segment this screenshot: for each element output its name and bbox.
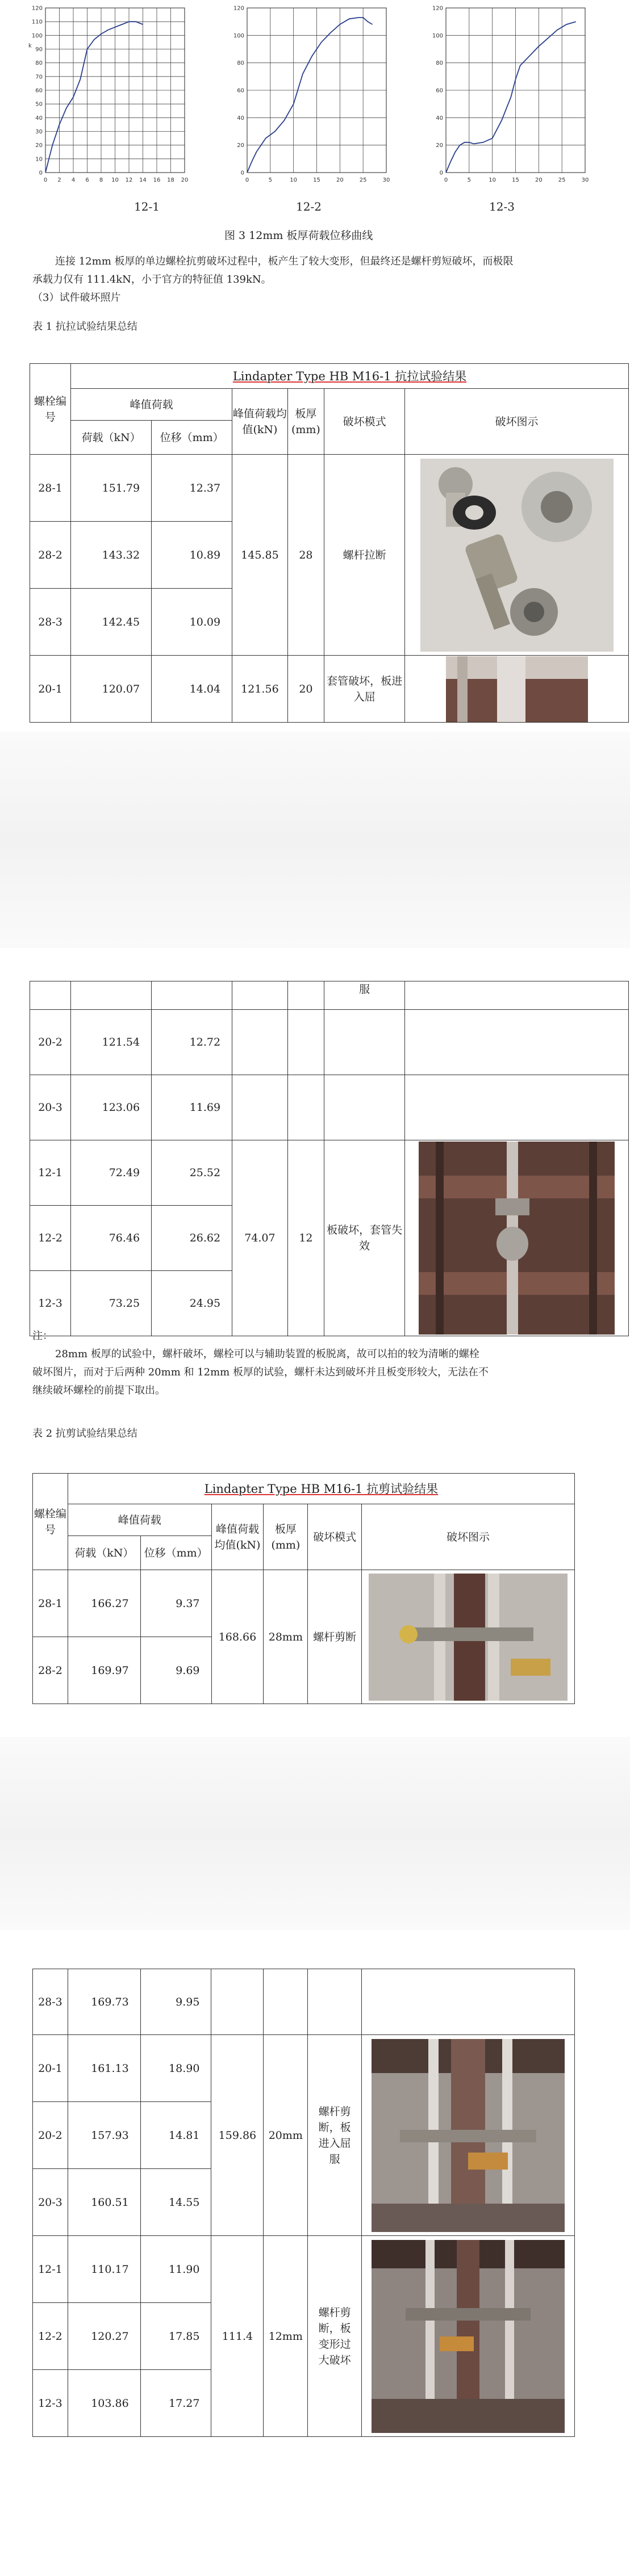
plate-failure-photo <box>419 1142 615 1335</box>
header-plate: 板厚(mm) <box>287 389 324 455</box>
header-disp: 位移（mm） <box>140 1536 211 1570</box>
disp-value: 14.04 <box>152 656 232 723</box>
disp-value: 11.69 <box>152 1075 232 1140</box>
y-tick-label: 100 <box>233 32 244 39</box>
y-tick-label: 0 <box>240 170 244 177</box>
y-tick-label: 0 <box>39 170 43 177</box>
header-mode: 破坏模式 <box>324 389 405 455</box>
y-tick-label: 40 <box>237 115 244 121</box>
x-tick-label: 5 <box>467 177 472 183</box>
disp-value: 17.27 <box>140 2370 211 2437</box>
x-tick-label: 18 <box>167 177 174 183</box>
load-value: 123.06 <box>71 1075 152 1140</box>
bolt-id: 20-2 <box>30 1010 71 1075</box>
x-tick-label: 10 <box>489 177 497 183</box>
table-row <box>33 2035 575 2102</box>
load-value: 73.25 <box>71 1271 152 1336</box>
y-tick-label: 0 <box>439 170 443 177</box>
x-tick-label: 30 <box>581 177 589 183</box>
shear-12mm-photo <box>372 2240 565 2433</box>
header-photo: 破坏图示 <box>362 1504 575 1570</box>
chart-title-12-2: 12-2 <box>296 200 322 213</box>
disp-value: 26.62 <box>152 1206 232 1271</box>
failure-photo <box>362 1570 575 1704</box>
chart-12-3 <box>423 0 594 213</box>
header-bolt-id: 螺栓编号 <box>30 364 71 455</box>
load-value: 121.54 <box>71 1010 152 1075</box>
disp-value: 10.89 <box>152 522 232 589</box>
x-tick-label: 10 <box>290 177 298 183</box>
bolt-id: 20-3 <box>33 2169 68 2236</box>
bolt-id: 12-1 <box>33 2236 68 2303</box>
bolt-id: 28-3 <box>30 589 71 656</box>
shear-results-table <box>32 1473 575 1704</box>
failure-photo <box>405 1140 629 1336</box>
bolt-id: 28-2 <box>33 1637 68 1704</box>
section-heading: （3）试件破坏照片 <box>32 292 121 304</box>
bolt-id: 28-1 <box>30 455 71 522</box>
x-tick-label: 15 <box>512 177 519 183</box>
disp-value: 9.69 <box>140 1637 211 1704</box>
peak-mean: 111.4 <box>211 2236 264 2437</box>
header-disp: 位移（mm） <box>152 421 232 455</box>
x-tick-label: 30 <box>382 177 390 183</box>
plate-thickness: 28mm <box>264 1570 308 1704</box>
bolt-id: 28-3 <box>33 1969 68 2035</box>
x-tick-label: 20 <box>181 177 189 183</box>
load-value: 76.46 <box>71 1206 152 1271</box>
failure-mode: 螺杆剪断 <box>308 1570 362 1704</box>
load-value: 166.27 <box>68 1570 140 1637</box>
plate-thickness: 28 <box>287 455 324 656</box>
table-row <box>33 2236 575 2303</box>
y-tick-label: 40 <box>436 115 443 121</box>
load-value: 72.49 <box>71 1140 152 1206</box>
plate-thickness: 20 <box>287 656 324 723</box>
load-value: 120.07 <box>71 656 152 723</box>
series-line <box>247 18 373 173</box>
table-row <box>30 1075 629 1140</box>
plate-thickness: 12mm <box>264 2236 308 2437</box>
tension-results-table <box>30 363 629 723</box>
y-tick-label: 120 <box>432 5 443 12</box>
y-axis-mark: k <box>28 43 32 49</box>
y-tick-label: 60 <box>35 87 43 94</box>
bolt-id: 20-3 <box>30 1075 71 1140</box>
disp-value: 12.37 <box>152 455 232 522</box>
page-break-gap <box>0 1737 630 1930</box>
x-tick-label: 16 <box>153 177 161 183</box>
table-row <box>33 1969 575 2035</box>
bolt-id: 12-3 <box>33 2370 68 2437</box>
x-tick-label: 8 <box>99 177 103 183</box>
plate-thickness: 12 <box>287 1140 324 1336</box>
header-peak-load: 峰值荷载 <box>71 389 232 421</box>
y-tick-label: 100 <box>31 32 43 39</box>
y-tick-label: 50 <box>35 101 43 108</box>
x-tick-label: 2 <box>57 177 61 183</box>
series-line <box>446 22 576 173</box>
bolt-id: 20-1 <box>33 2035 68 2102</box>
table-row <box>33 1570 575 1637</box>
x-tick-label: 12 <box>125 177 133 183</box>
header-load: 荷载（kN） <box>68 1536 140 1570</box>
x-tick-label: 15 <box>313 177 320 183</box>
failure-mode: 螺杆拉断 <box>324 455 405 656</box>
failure-photo <box>362 2035 575 2236</box>
bolt-id: 28-2 <box>30 522 71 589</box>
load-value: 142.45 <box>71 589 152 656</box>
chart-12-2 <box>224 0 395 213</box>
y-tick-label: 20 <box>237 142 244 149</box>
bolt-id: 20-2 <box>33 2102 68 2169</box>
header-bolt-id: 螺栓编号 <box>33 1474 68 1570</box>
table-caption: 表 2 抗剪试验结果总结 <box>32 1428 137 1440</box>
failure-mode-cont: 服 <box>324 981 405 1010</box>
note-line: 破坏图片，而对于后两种 20mm 和 12mm 板厚的试验，螺杆未达到破坏并且板变形较大，无法在不 <box>32 1366 489 1378</box>
x-tick-label: 0 <box>444 177 448 183</box>
peak-mean: 145.85 <box>232 455 288 656</box>
table-title: Lindapter Type HB M16-1 抗剪试验结果 <box>68 1474 574 1504</box>
load-value: 161.13 <box>68 2035 140 2102</box>
header-load: 荷载（kN） <box>71 421 152 455</box>
header-mode: 破坏模式 <box>308 1504 362 1570</box>
bolt-id: 28-1 <box>33 1570 68 1637</box>
x-tick-label: 20 <box>535 177 543 183</box>
table-caption: 表 1 抗拉试验结果总结 <box>32 321 137 333</box>
failure-mode: 板破坏，套管失效 <box>324 1140 405 1336</box>
load-value: 110.17 <box>68 2236 140 2303</box>
x-tick-label: 10 <box>111 177 119 183</box>
y-tick-label: 90 <box>35 47 43 53</box>
y-tick-label: 60 <box>237 87 244 94</box>
series-line <box>45 22 143 173</box>
disp-value: 18.90 <box>140 2035 211 2102</box>
x-tick-label: 4 <box>71 177 76 183</box>
chart-title-12-3: 12-3 <box>489 200 515 213</box>
plate-test-photo <box>446 656 588 722</box>
y-tick-label: 40 <box>35 115 43 121</box>
chart-title-12-1: 12-1 <box>134 200 160 213</box>
failure-photo <box>405 455 629 656</box>
x-tick-label: 0 <box>43 177 48 183</box>
failure-mode: 套管破坏，板进入屈 <box>324 656 405 723</box>
plate-thickness: 20mm <box>264 2035 308 2236</box>
x-tick-label: 14 <box>139 177 147 183</box>
bolt-parts-photo <box>420 459 614 652</box>
disp-value: 9.95 <box>140 1969 211 2035</box>
load-value: 160.51 <box>68 2169 140 2236</box>
shear-28mm-photo <box>369 1574 568 1701</box>
failure-photo <box>362 2236 575 2437</box>
peak-mean: 74.07 <box>232 1140 288 1336</box>
table-row <box>30 1010 629 1075</box>
tension-results-table-cont <box>30 981 629 1336</box>
header-photo: 破坏图示 <box>405 389 629 455</box>
x-tick-label: 0 <box>245 177 249 183</box>
disp-value: 24.95 <box>152 1271 232 1336</box>
y-tick-label: 120 <box>233 5 244 12</box>
note-line: 28mm 板厚的试验中，螺杆破坏，螺栓可以与辅助装置的板脱离，故可以拍的较为清晰的螺栓 <box>55 1348 479 1360</box>
y-tick-label: 60 <box>436 87 443 94</box>
disp-value: 14.55 <box>140 2169 211 2236</box>
paragraph-line: 连接 12mm 板厚的单边螺栓抗剪破坏过程中，板产生了较大变形，但最终还是螺杆剪短破坏，而极限 <box>55 255 514 267</box>
disp-value: 25.52 <box>152 1140 232 1206</box>
x-tick-label: 20 <box>336 177 344 183</box>
y-tick-label: 80 <box>436 60 443 67</box>
y-tick-label: 10 <box>35 156 43 163</box>
shear-20mm-photo <box>372 2039 565 2232</box>
y-tick-label: 70 <box>35 74 43 81</box>
failure-mode: 螺杆剪断，板进入屈服 <box>308 2035 362 2236</box>
y-tick-label: 20 <box>35 142 43 149</box>
load-value: 151.79 <box>71 455 152 522</box>
peak-mean: 159.86 <box>211 2035 264 2236</box>
header-peak-load: 峰值荷载 <box>68 1504 211 1536</box>
table-title: Lindapter Type HB M16-1 抗拉试验结果 <box>71 364 629 389</box>
disp-value: 11.90 <box>140 2236 211 2303</box>
header-peak-mean: 峰值荷载均值(kN) <box>211 1504 264 1570</box>
bolt-id: 12-3 <box>30 1271 71 1336</box>
y-tick-label: 100 <box>432 32 443 39</box>
load-value: 157.93 <box>68 2102 140 2169</box>
bolt-id: 20-1 <box>30 656 71 723</box>
load-value: 120.27 <box>68 2303 140 2370</box>
table-row <box>30 455 629 522</box>
y-tick-label: 110 <box>31 19 43 26</box>
chart-12-1-svg <box>23 0 193 199</box>
chart-12-2-svg <box>224 0 395 199</box>
y-tick-label: 30 <box>35 129 43 135</box>
paragraph-line: 承载力仅有 111.4kN，小于官方的特征值 139kN。 <box>32 274 272 286</box>
page-break-gap <box>0 732 630 948</box>
note-line: 继续破坏螺栓的前提下取出。 <box>32 1385 165 1396</box>
load-value: 103.86 <box>68 2370 140 2437</box>
x-tick-label: 5 <box>268 177 273 183</box>
disp-value: 12.72 <box>152 1010 232 1075</box>
bolt-id: 12-2 <box>33 2303 68 2370</box>
bolt-id: 12-2 <box>30 1206 71 1271</box>
peak-mean: 168.66 <box>211 1570 264 1704</box>
disp-value: 9.37 <box>140 1570 211 1637</box>
table-row <box>30 1140 629 1206</box>
load-value: 169.73 <box>68 1969 140 2035</box>
failure-mode: 螺杆剪断，板变形过大破坏 <box>308 2236 362 2437</box>
x-tick-label: 25 <box>558 177 566 183</box>
disp-value: 14.81 <box>140 2102 211 2169</box>
chart-12-3-svg <box>423 0 594 199</box>
load-value: 169.97 <box>68 1637 140 1704</box>
failure-photo <box>405 656 629 723</box>
header-peak-mean: 峰值荷载均值(kN) <box>232 389 288 455</box>
peak-mean: 121.56 <box>232 656 288 723</box>
disp-value: 10.09 <box>152 589 232 656</box>
x-tick-label: 6 <box>85 177 89 183</box>
x-tick-label: 25 <box>359 177 367 183</box>
y-tick-label: 80 <box>35 60 43 67</box>
load-value: 143.32 <box>71 522 152 589</box>
table-row <box>30 656 629 723</box>
y-tick-label: 80 <box>237 60 244 67</box>
y-tick-label: 120 <box>31 5 43 12</box>
y-tick-label: 20 <box>436 142 443 149</box>
header-plate: 板厚(mm) <box>264 1504 308 1570</box>
shear-results-table-cont <box>32 1969 575 2437</box>
bolt-id: 12-1 <box>30 1140 71 1206</box>
disp-value: 17.85 <box>140 2303 211 2370</box>
note-label: 注： <box>32 1330 53 1342</box>
figure-caption: 图 3 12mm 板厚荷载位移曲线 <box>224 229 373 242</box>
chart-12-1 <box>23 0 193 213</box>
